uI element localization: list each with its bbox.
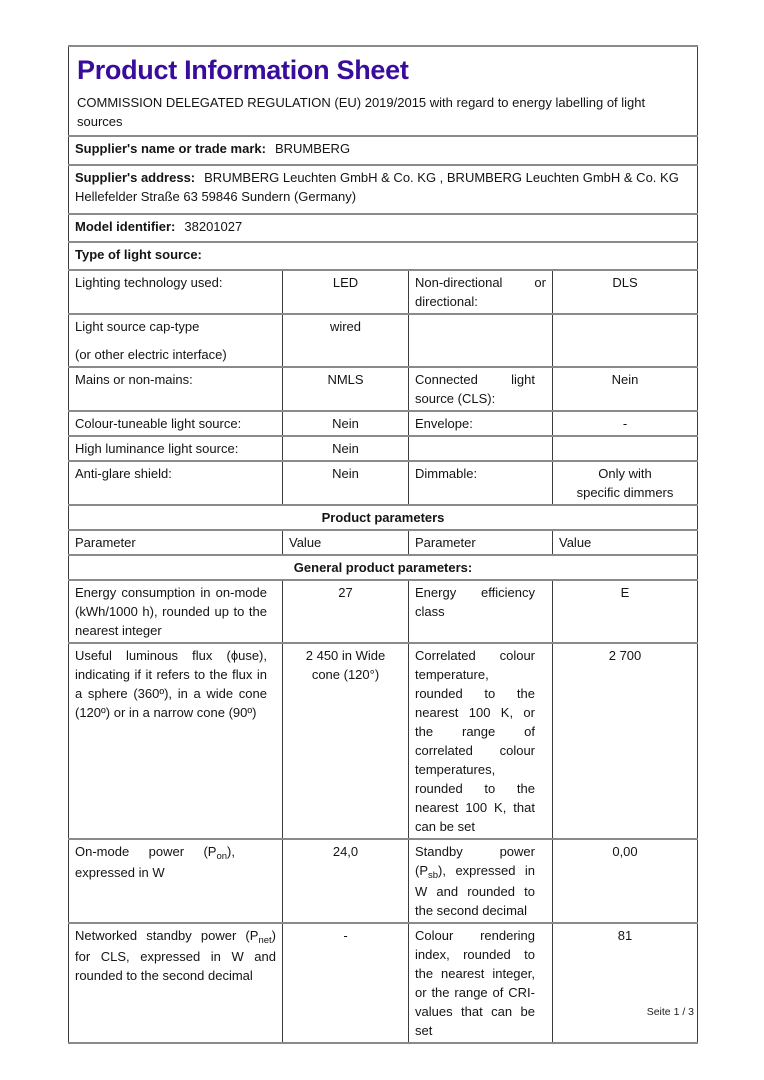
standby-power-value-cell: 0,00 — [553, 839, 698, 923]
on-mode-power-label-pre: On-mode power (P — [75, 844, 217, 859]
cls-label-text: Connected light source (CLS): — [415, 372, 535, 406]
general-product-parameters-header: General product parameters: — [69, 555, 698, 580]
cri-label-text: Colour rendering index, rounded to the nearest integer, or the range of CRI-values that can be set — [415, 928, 535, 1038]
cls-label-cell — [409, 367, 553, 411]
directionality-label-cell: Non-directional or directional: — [409, 270, 553, 314]
type-of-light-source-row — [69, 242, 698, 270]
lighting-technology-label-cell: Lighting technology used: — [69, 270, 283, 314]
column-header-value-2: Value — [553, 530, 698, 555]
supplier-name-row — [69, 136, 698, 165]
cls-value-cell: Nein — [553, 367, 698, 411]
empty-cell — [409, 436, 553, 461]
regulation-subtitle: COMMISSION DELEGATED REGULATION (EU) 2019/2015 with regard to energy labelling of light sources — [77, 95, 646, 129]
useful-luminous-flux-label-cell — [69, 643, 283, 839]
model-identifier-value: 38201027 — [184, 219, 243, 234]
colour-tuneable-value-cell: Nein — [283, 411, 409, 436]
dimmable-value-text: Only with specific dimmers — [576, 466, 674, 500]
networked-standby-power-label-text — [75, 926, 276, 985]
mains-label-cell: Mains or non-mains: — [69, 367, 283, 411]
standby-power-label-sub: sb — [428, 870, 439, 881]
mains-value-cell: NMLS — [283, 367, 409, 411]
cap-type-value-cell: wired — [283, 314, 409, 367]
on-mode-power-label-text — [75, 842, 235, 882]
column-header-parameter-1: Parameter — [69, 530, 283, 555]
product-information-table — [68, 45, 698, 1044]
envelope-value-cell: - — [553, 411, 698, 436]
model-identifier-label: Model identifier: — [75, 219, 176, 234]
dimmable-value-cell — [553, 461, 698, 505]
cri-value-cell: 81 — [553, 923, 698, 1043]
dimmable-label-cell: Dimmable: — [409, 461, 553, 505]
energy-efficiency-class-value-cell: E — [553, 580, 698, 643]
energy-consumption-label-cell — [69, 580, 283, 643]
anti-glare-value-cell: Nein — [283, 461, 409, 505]
on-mode-power-label-sub: on — [216, 851, 228, 862]
standby-power-label-text — [415, 842, 535, 920]
cct-value-cell: 2 700 — [553, 643, 698, 839]
energy-consumption-value-cell: 27 — [283, 580, 409, 643]
standby-power-label-pre: Standby power (P — [415, 844, 535, 878]
cct-label-text: Correlated colour temperature, rounded to the nearest 100 K, or the range of correlated colour temperatures, rounded to the nearest 100 K, that can be set — [415, 648, 535, 834]
energy-consumption-label-text: Energy consumption in on-mode (kWh/1000 h), rounded up to the nearest integer — [75, 585, 267, 638]
column-header-parameter-2: Parameter — [409, 530, 553, 555]
supplier-name-label: Supplier's name or trade mark: — [75, 141, 266, 156]
cri-label-cell — [409, 923, 553, 1043]
lighting-technology-value-cell: LED — [283, 270, 409, 314]
networked-standby-power-value-cell: - — [283, 923, 409, 1043]
page-title: Product Information Sheet — [77, 55, 409, 85]
networked-standby-power-label-pre: Networked standby power (P — [75, 928, 259, 943]
anti-glare-label-cell: Anti-glare shield: — [69, 461, 283, 505]
standby-power-label-cell — [409, 839, 553, 923]
title-block — [69, 46, 698, 136]
page-number-footer: Seite 1 / 3 — [646, 1006, 694, 1018]
model-identifier-row — [69, 214, 698, 242]
cap-type-label-cell — [69, 314, 283, 367]
product-parameters-header: Product parameters — [69, 505, 698, 530]
networked-standby-power-label-post: ) for CLS, expressed in W and rounded to the second decimal — [75, 928, 276, 983]
directionality-value-cell: DLS — [553, 270, 698, 314]
on-mode-power-value-cell: 24,0 — [283, 839, 409, 923]
high-luminance-label-cell: High luminance light source: — [69, 436, 283, 461]
empty-cell — [553, 314, 698, 367]
useful-luminous-flux-label-text: Useful luminous flux (ϕuse), indicating if it refers to the flux in a sphere (360º), in a wide cone (120º) or in a narrow cone (90º) — [75, 648, 267, 720]
useful-luminous-flux-value-cell — [283, 643, 409, 839]
supplier-name-value: BRUMBERG — [274, 141, 351, 156]
colour-tuneable-label-cell: Colour-tuneable light source: — [69, 411, 283, 436]
useful-luminous-flux-value-text: 2 450 in Wide cone (120°) — [305, 648, 386, 682]
supplier-address-row — [69, 165, 698, 214]
on-mode-power-label-cell — [69, 839, 283, 923]
cap-type-label-line2: (or other electric interface) — [75, 347, 227, 362]
on-mode-power-label-post: ), expressed in W — [75, 844, 235, 880]
envelope-label-cell: Envelope: — [409, 411, 553, 436]
high-luminance-value-cell: Nein — [283, 436, 409, 461]
energy-efficiency-class-label-cell — [409, 580, 553, 643]
empty-cell — [409, 314, 553, 367]
standby-power-label-post: ), expressed in W and rounded to the second decimal — [415, 863, 535, 918]
column-header-value-1: Value — [283, 530, 409, 555]
energy-efficiency-class-label-text: Energy efficiency class — [415, 585, 535, 619]
networked-standby-power-label-cell — [69, 923, 283, 1043]
cap-type-label-line1: Light source cap-type — [75, 319, 200, 334]
type-of-light-source-label: Type of light source: — [75, 247, 202, 262]
supplier-address-label: Supplier's address: — [75, 170, 196, 185]
empty-cell — [553, 436, 698, 461]
cct-label-cell — [409, 643, 553, 839]
networked-standby-power-label-sub: net — [258, 935, 272, 946]
supplier-address-value: BRUMBERG Leuchten GmbH & Co. KG , BRUMBERG Leuchten GmbH & Co. KG Hellefelder Straße 63 59846 Sundern (Germany) — [75, 170, 679, 204]
